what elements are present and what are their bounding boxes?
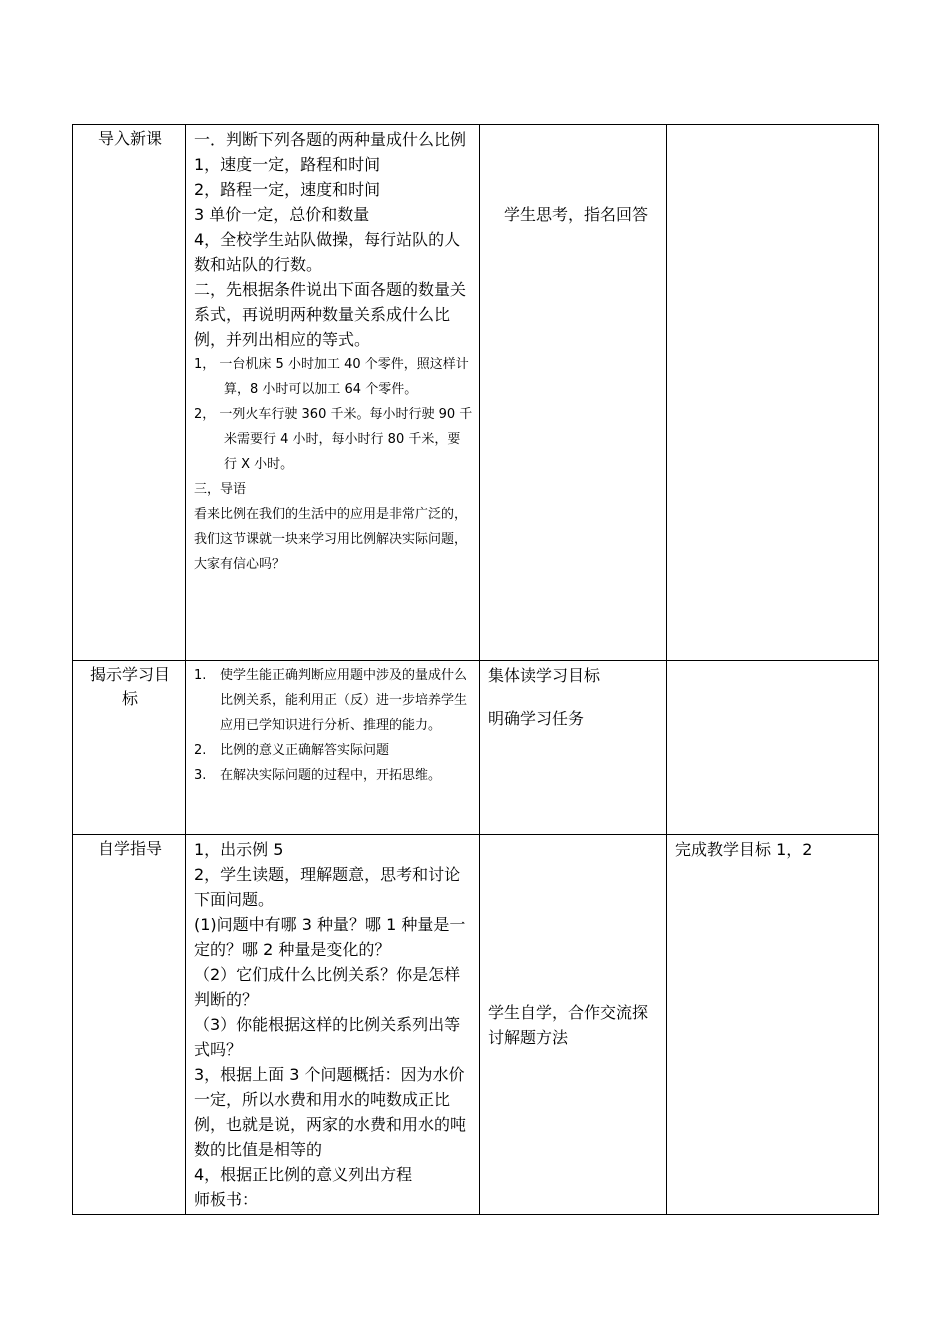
row-intro (73, 125, 879, 661)
stage-cell (73, 835, 186, 1215)
content-line: 3，根据上面 3 个问题概括：因为水价一定，所以水费和用水的吨数成正比例，也就是说，两家的水费和用水的吨数的比值是相等的 (194, 1065, 467, 1159)
activity-text: 学生思考，指名回答 (504, 205, 649, 224)
content-cell (186, 835, 480, 1215)
exercise-item: 2， 一列火车行驶 360 千米。每小时行驶 90 千米需要行 4 小时，每小时行 80 千米，要行 X 小时。 (194, 407, 473, 472)
activity-text: 学生自学，合作交流探讨解题方法 (488, 1002, 649, 1047)
goal-cell (667, 835, 879, 1215)
activity-cell (480, 835, 667, 1215)
content-line: 4，根据正比例的意义列出方程 (194, 1165, 413, 1184)
activity-cell (480, 661, 667, 835)
objective-item (194, 663, 473, 738)
content-cell (186, 661, 480, 835)
content-line: 4，全校学生站队做操，每行站队的人数和站队的行数。 (194, 230, 461, 274)
item-number: 2. (194, 743, 207, 758)
activity-cell (480, 125, 667, 661)
content-line: 3 单价一定，总价和数量 (194, 205, 370, 224)
row-self-study (73, 835, 879, 1215)
exercise-item: 1， 一台机床 5 小时加工 40 个零件，照这样计算，8 小时可以加工 64 个零件。 (194, 357, 469, 397)
goal-cell (667, 125, 879, 661)
content-line: （3）你能根据这样的比例关系列出等式吗？ (194, 1015, 461, 1059)
content-line: 2，学生读题，理解题意，思考和讨论下面问题。 (194, 865, 461, 909)
item-text: 在解决实际问题的过程中，开拓思维。 (220, 768, 442, 783)
objective-item (194, 738, 473, 763)
content-line: 2，路程一定，速度和时间 (194, 180, 381, 199)
row-objectives (73, 661, 879, 835)
lesson-plan-table (72, 124, 879, 1215)
item-number: 3. (194, 768, 207, 783)
content-cell (186, 125, 480, 661)
stage-label: 自学指导 (97, 839, 162, 858)
stage-label: 揭示学习目标 (90, 665, 171, 708)
stage-label: 导入新课 (97, 129, 162, 148)
stage-cell (73, 661, 186, 835)
stage-cell (73, 125, 186, 661)
item-text: 比例的意义正确解答实际问题 (220, 743, 390, 758)
item-number: 1. (194, 668, 207, 683)
content-line: 1，速度一定，路程和时间 (194, 155, 381, 174)
content-line: （2）它们成什么比例关系？你是怎样判断的？ (194, 965, 461, 1009)
activity-text: 明确学习任务 (488, 709, 585, 728)
item-text: 使学生能正确判断应用题中涉及的量成什么比例关系，能利用正（反）进一步培养学生应用已学知识进行分析、推理的能力。 (220, 668, 468, 733)
goal-text: 完成教学目标 1，2 (675, 840, 813, 859)
objective-item (194, 763, 473, 788)
content-line: 看来比例在我们的生活中的应用是非常广泛的，我们这节课就一块来学习用比例解决实际问题，大家有信心吗？ (194, 507, 468, 572)
content-line: 一．判断下列各题的两种量成什么比例 (194, 130, 467, 149)
content-line: 1，出示例 5 (194, 840, 284, 859)
activity-text: 集体读学习目标 (488, 666, 601, 685)
content-line: 师板书： (194, 1190, 259, 1209)
goal-cell (667, 661, 879, 835)
content-line: 三，导语 (194, 482, 247, 497)
content-line: 二，先根据条件说出下面各题的数量关系式，再说明两种数量关系成什么比例，并列出相应的等式。 (194, 280, 467, 349)
content-line: (1)问题中有哪 3 种量？哪 1 种量是一定的？哪 2 种量是变化的？ (194, 915, 466, 959)
